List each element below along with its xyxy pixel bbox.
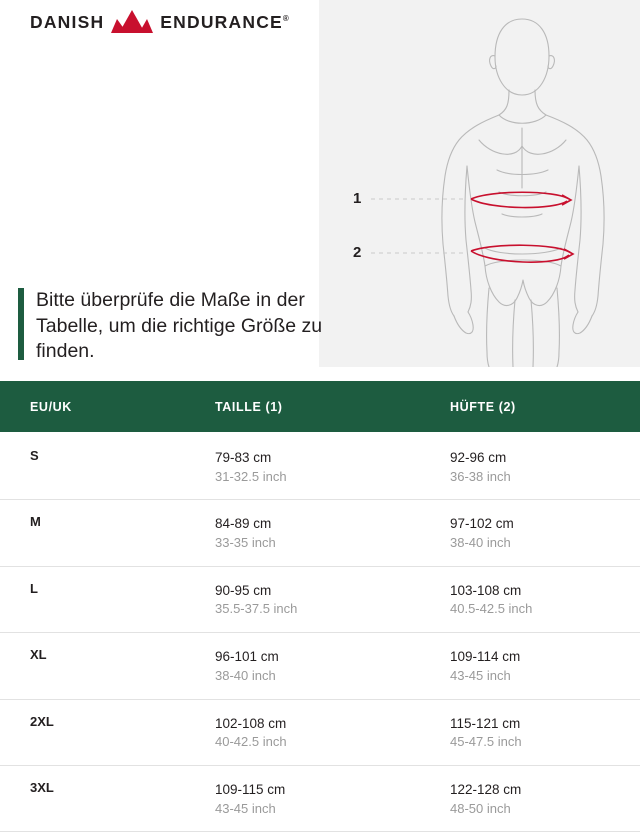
- cell-size: 2XL: [0, 699, 215, 765]
- column-header-waist: TAILLE (1): [215, 381, 450, 432]
- hip-cm: 122-128 cm: [450, 782, 522, 798]
- waist-cm: 96-101 cm: [215, 649, 279, 665]
- cell-size: 3XL: [0, 766, 215, 832]
- hip-cm: 115-121 cm: [450, 715, 521, 731]
- waist-inch: 38-40 inch: [215, 667, 276, 683]
- hip-cm: 103-108 cm: [450, 582, 522, 598]
- accent-bar: [18, 288, 24, 360]
- callout-number-hip: 2: [353, 244, 362, 261]
- size-chart-table: [0, 381, 640, 832]
- waist-cm: 90-95 cm: [215, 582, 272, 598]
- headline-block: [18, 288, 326, 365]
- hip-inch: 45-47.5 inch: [450, 734, 522, 750]
- hip-inch: 36-38 inch: [450, 468, 511, 484]
- cell-size: M: [0, 500, 215, 566]
- cell-waist: [215, 566, 450, 632]
- cell-waist: [215, 633, 450, 699]
- cell-waist: [215, 766, 450, 832]
- table-row: [0, 699, 640, 765]
- waist-cm: 84-89 cm: [215, 516, 272, 532]
- cell-waist: [215, 699, 450, 765]
- waist-inch: 31-32.5 inch: [215, 468, 287, 484]
- table-body: [0, 432, 640, 832]
- brand-word-right-text: ENDURANCE: [160, 12, 283, 33]
- cell-size: S: [0, 432, 215, 500]
- column-header-size: EU/UK: [0, 381, 215, 432]
- cell-hip: [450, 500, 640, 566]
- hip-inch: 43-45 inch: [450, 667, 511, 683]
- registered-mark: ®: [282, 14, 291, 24]
- waist-measure-arrow: [471, 192, 571, 207]
- table-header-row: [0, 381, 640, 432]
- hip-cm: 97-102 cm: [450, 516, 514, 532]
- leader-lines: [371, 199, 467, 253]
- mountain-triangle-icon: [111, 10, 153, 36]
- hip-inch: 48-50 inch: [450, 800, 511, 816]
- brand-logo: [30, 10, 290, 36]
- cell-hip: [450, 699, 640, 765]
- male-torso-figure-icon: [319, 0, 640, 367]
- brand-word-right: [160, 14, 290, 32]
- waist-cm: 109-115 cm: [215, 782, 286, 798]
- table-row: [0, 633, 640, 699]
- table-row: [0, 500, 640, 566]
- cell-waist: [215, 432, 450, 500]
- body-measurement-illustration: [319, 0, 640, 367]
- cell-hip: [450, 633, 640, 699]
- cell-hip: [450, 432, 640, 500]
- waist-cm: 102-108 cm: [215, 715, 287, 731]
- hip-cm: 92-96 cm: [450, 450, 507, 465]
- table-row: [0, 566, 640, 632]
- hip-inch: 40.5-42.5 inch: [450, 601, 533, 617]
- column-header-hip: HÜFTE (2): [450, 381, 640, 432]
- page-title: Bitte überprüfe die Maße in der Tabelle, um die richtige Größe zu finden.: [36, 289, 323, 363]
- table-row: [0, 766, 640, 832]
- callout-number-waist: 1: [353, 190, 362, 207]
- table-row: [0, 432, 640, 500]
- cell-hip: [450, 766, 640, 832]
- brand-word-left: DANISH: [30, 12, 105, 33]
- hip-inch: 38-40 inch: [450, 534, 511, 550]
- waist-cm: 79-83 cm: [215, 450, 272, 465]
- waist-inch: 35.5-37.5 inch: [215, 601, 298, 617]
- waist-inch: 33-35 inch: [215, 534, 276, 550]
- waist-inch: 40-42.5 inch: [215, 734, 287, 750]
- waist-inch: 43-45 inch: [215, 800, 276, 816]
- hip-cm: 109-114 cm: [450, 649, 521, 665]
- cell-size: L: [0, 566, 215, 632]
- cell-waist: [215, 500, 450, 566]
- table-header: [0, 381, 640, 432]
- cell-size: XL: [0, 633, 215, 699]
- cell-hip: [450, 566, 640, 632]
